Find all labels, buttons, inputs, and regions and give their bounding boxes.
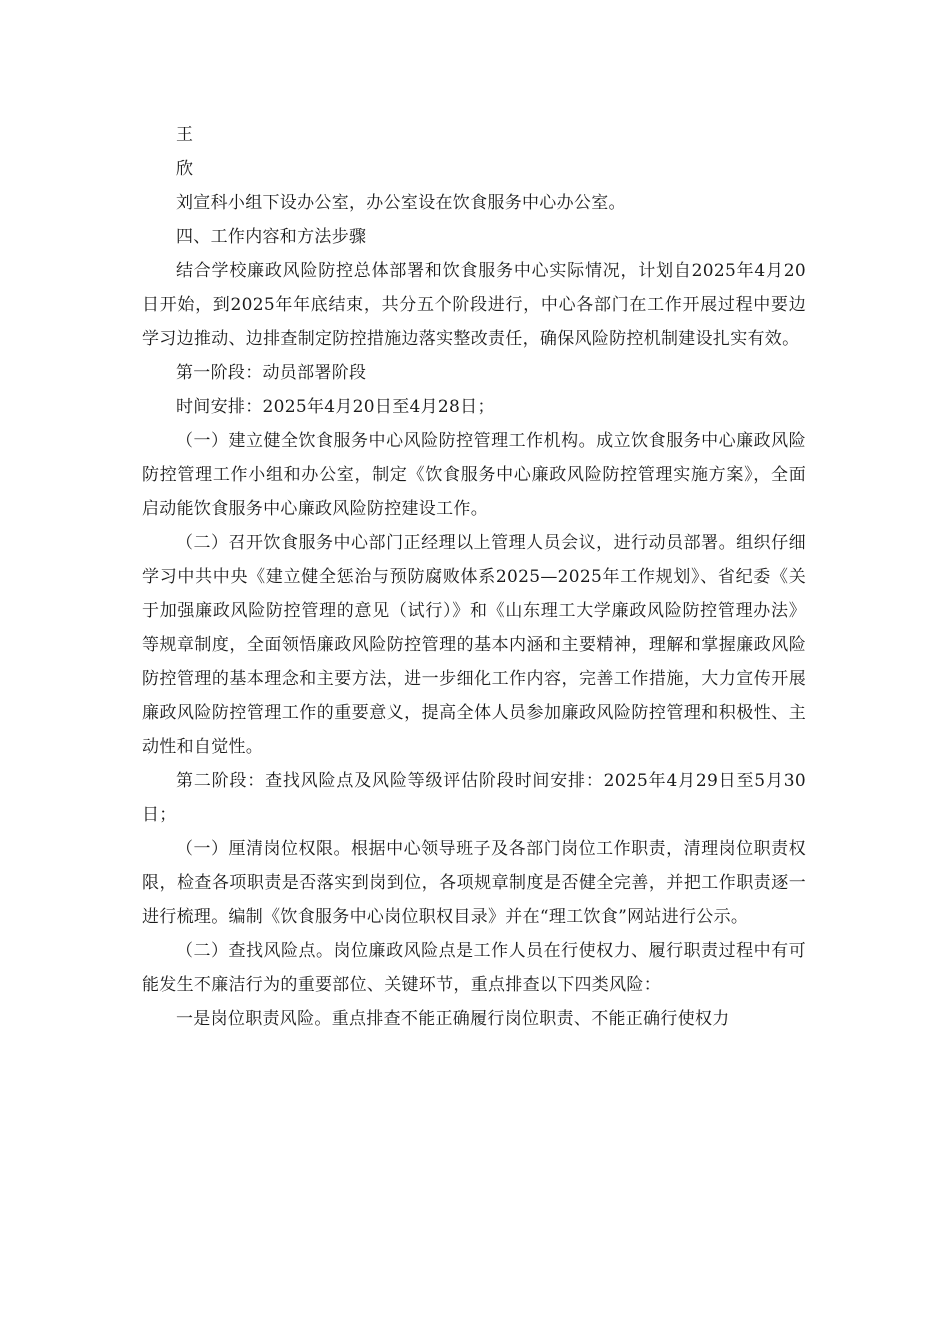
stage-two-item-2: （二）查找风险点。岗位廉政风险点是工作人员在行使权力、履行职责过程中有可能发生不廉洁行为的重要部位、关键环节，重点排查以下四类风险： <box>142 941 806 995</box>
stage-one-item-1: （一）建立健全饮食服务中心风险防控管理工作机构。成立饮食服务中心廉政风险防控管理工作小组和办公室，制定《饮食服务中心廉政风险防控管理实施方案》，全面启动能饮食服务中心廉政风险防控建设工作。 <box>142 431 806 519</box>
section-heading-work-content: 四、工作内容和方法步骤 <box>176 227 367 247</box>
paragraph-office-setup: 刘宣科小组下设办公室，办公室设在饮食服务中心办公室。 <box>176 193 626 213</box>
stage-one-item-2: （二）召开饮食服务中心部门正经理以上管理人员会议，进行动员部署。组织仔细学习中共中央《建立健全惩治与预防腐败体系2025—2025年工作规划》、省纪委《关于加强廉政风险防控管理的意见（试行）》和《山东理工大学廉政风险防控管理办法》等规章制度，全面领悟廉政风险防控管理的基本内涵和主要精神，理解和掌握廉政风险防控管理的基本理念和主要方法，进一步细化工作内容，完善工作措施，大力宣传开展廉政风险防控管理工作的重要意义，提高全体人员参加廉政风险防控管理和积极性、主动性和自觉性。 <box>142 533 806 757</box>
stage-one-heading: 第一阶段：动员部署阶段 <box>176 363 367 383</box>
paragraph-name-xin: 欣 <box>176 159 194 179</box>
risk-type-1: 一是岗位职责风险。重点排查不能正确履行岗位职责、不能正确行使权力 <box>176 1009 730 1029</box>
document-body <box>142 118 806 1036</box>
stage-one-schedule: 时间安排：2025年4月20日至4月28日； <box>176 397 495 417</box>
stage-two-heading: 第二阶段：查找风险点及风险等级评估阶段时间安排：2025年4月29日至5月30日； <box>142 771 806 825</box>
paragraph-overall-plan: 结合学校廉政风险防控总体部署和饮食服务中心实际情况，计划自2025年4月20日开始，到2025年年底结束，共分五个阶段进行，中心各部门在工作开展过程中要边学习边推动、边排查制定防控措施边落实整改责任，确保风险防控机制建设扎实有效。 <box>142 261 806 349</box>
paragraph-name-wang: 王 <box>176 125 194 145</box>
stage-two-item-1: （一）厘清岗位权限。根据中心领导班子及各部门岗位工作职责，清理岗位职责权限，检查各项职责是否落实到岗到位，各项规章制度是否健全完善，并把工作职责逐一进行梳理。编制《饮食服务中心岗位职权目录》并在“理工饮食”网站进行公示。 <box>142 839 806 927</box>
